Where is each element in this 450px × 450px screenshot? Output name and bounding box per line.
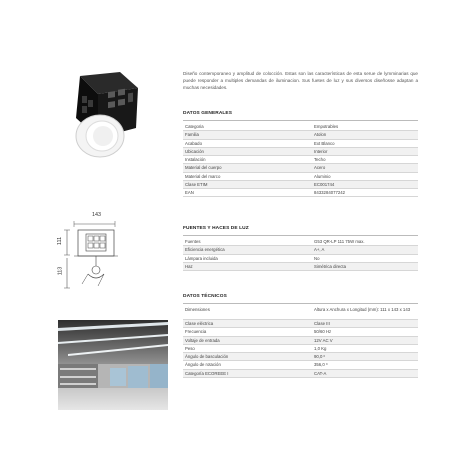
product-description: Diseño contemporaneo y amplitud de colocción. Estas son las características de esta serue de lymminarias que puede responder a multiples demandas de iluminacion. Sus fuetes de luz y sus diversos diseñosse adaptan a muchas necesidades. — [183, 71, 418, 91]
spec-key: Peso — [183, 344, 312, 352]
spec-key: Familia — [183, 131, 312, 139]
product-photo — [52, 66, 148, 174]
spec-value: Simétrica directa — [312, 262, 418, 270]
spec-value: 356,0 º — [312, 361, 418, 369]
spec-key: Categoría ECOREEE I — [183, 369, 312, 377]
spec-key: Haz — [183, 262, 312, 270]
spec-value: Empotrables — [312, 123, 418, 131]
spec-value: 8433284077242 — [312, 189, 418, 197]
spec-value: A+, A — [312, 246, 418, 254]
spec-value: CAT-A — [312, 369, 418, 377]
dimension-height-label: 111 — [57, 236, 64, 246]
table-row — [183, 361, 418, 369]
spec-key: EAN — [183, 189, 312, 197]
spec-key: Dimensiones — [183, 306, 312, 320]
technical-data-table — [183, 306, 418, 378]
section-divider — [183, 120, 418, 121]
section-divider — [183, 235, 418, 236]
section-divider — [183, 303, 418, 304]
table-row — [183, 189, 418, 197]
section-title-technical: DATOS TÉCNICOS — [183, 294, 227, 299]
table-row — [183, 164, 418, 172]
spec-key: Material del marco — [183, 172, 312, 180]
section-title-light-sources: FUENTES Y HACES DE LUZ — [183, 226, 249, 231]
dimension-width-label: 143 — [92, 212, 101, 218]
dimension-depth-label: 113 — [57, 266, 64, 276]
spec-value: 1,0 Kg — [312, 344, 418, 352]
spec-value: EC001744 — [312, 180, 418, 188]
table-row — [183, 353, 418, 361]
spec-key: Ángulo de rotación — [183, 361, 312, 369]
table-row — [183, 123, 418, 131]
spec-value: Clase III — [312, 320, 418, 328]
table-row — [183, 254, 418, 262]
general-data-table — [183, 123, 418, 197]
spec-value: G53 QR-LP 111 75W max. — [312, 238, 418, 246]
table-row — [183, 336, 418, 344]
spec-key: Material del cuerpo — [183, 164, 312, 172]
table-row — [183, 328, 418, 336]
table-row — [183, 369, 418, 377]
spec-key: Fuentes — [183, 238, 312, 246]
spec-key: Clase eléctrica — [183, 320, 312, 328]
spec-key: Instalación — [183, 156, 312, 164]
table-row — [183, 238, 418, 246]
table-row — [183, 180, 418, 188]
table-row — [183, 320, 418, 328]
spec-key: Eficiencia energética — [183, 246, 312, 254]
table-row — [183, 131, 418, 139]
spec-value: Atolon — [312, 131, 418, 139]
table-row — [183, 147, 418, 155]
spec-value: Altura x Anchura x Longitud (mm): 111 x 143 x 143 — [312, 306, 418, 320]
spec-key: Clase ETIM — [183, 180, 312, 188]
spec-key: Acabado — [183, 139, 312, 147]
spec-value: Acero — [312, 164, 418, 172]
spec-value: No — [312, 254, 418, 262]
spec-key: Categoria — [183, 123, 312, 131]
table-row — [183, 306, 418, 320]
spec-key: Frecuencia — [183, 328, 312, 336]
light-sources-table — [183, 238, 418, 271]
table-row — [183, 156, 418, 164]
table-row — [183, 262, 418, 270]
spec-key: Voltaje de entrada — [183, 336, 312, 344]
table-row — [183, 172, 418, 180]
section-title-general: DATOS GENERALES — [183, 111, 233, 116]
table-row — [183, 139, 418, 147]
spec-value: 50/60 Hz — [312, 328, 418, 336]
spec-key: Ubicación — [183, 147, 312, 155]
spec-key: Ángulo de basculación — [183, 353, 312, 361]
spec-value: Ext Blanco — [312, 139, 418, 147]
table-row — [183, 344, 418, 352]
spec-key: Lámpara incluida — [183, 254, 312, 262]
spec-value: 12V AC V — [312, 336, 418, 344]
technical-drawing — [58, 214, 138, 294]
spec-value: Interior — [312, 147, 418, 155]
spec-value: 90,0 º — [312, 353, 418, 361]
interior-photo — [58, 320, 168, 410]
table-row — [183, 246, 418, 254]
spec-value: Techo — [312, 156, 418, 164]
spec-value: Aluminio — [312, 172, 418, 180]
